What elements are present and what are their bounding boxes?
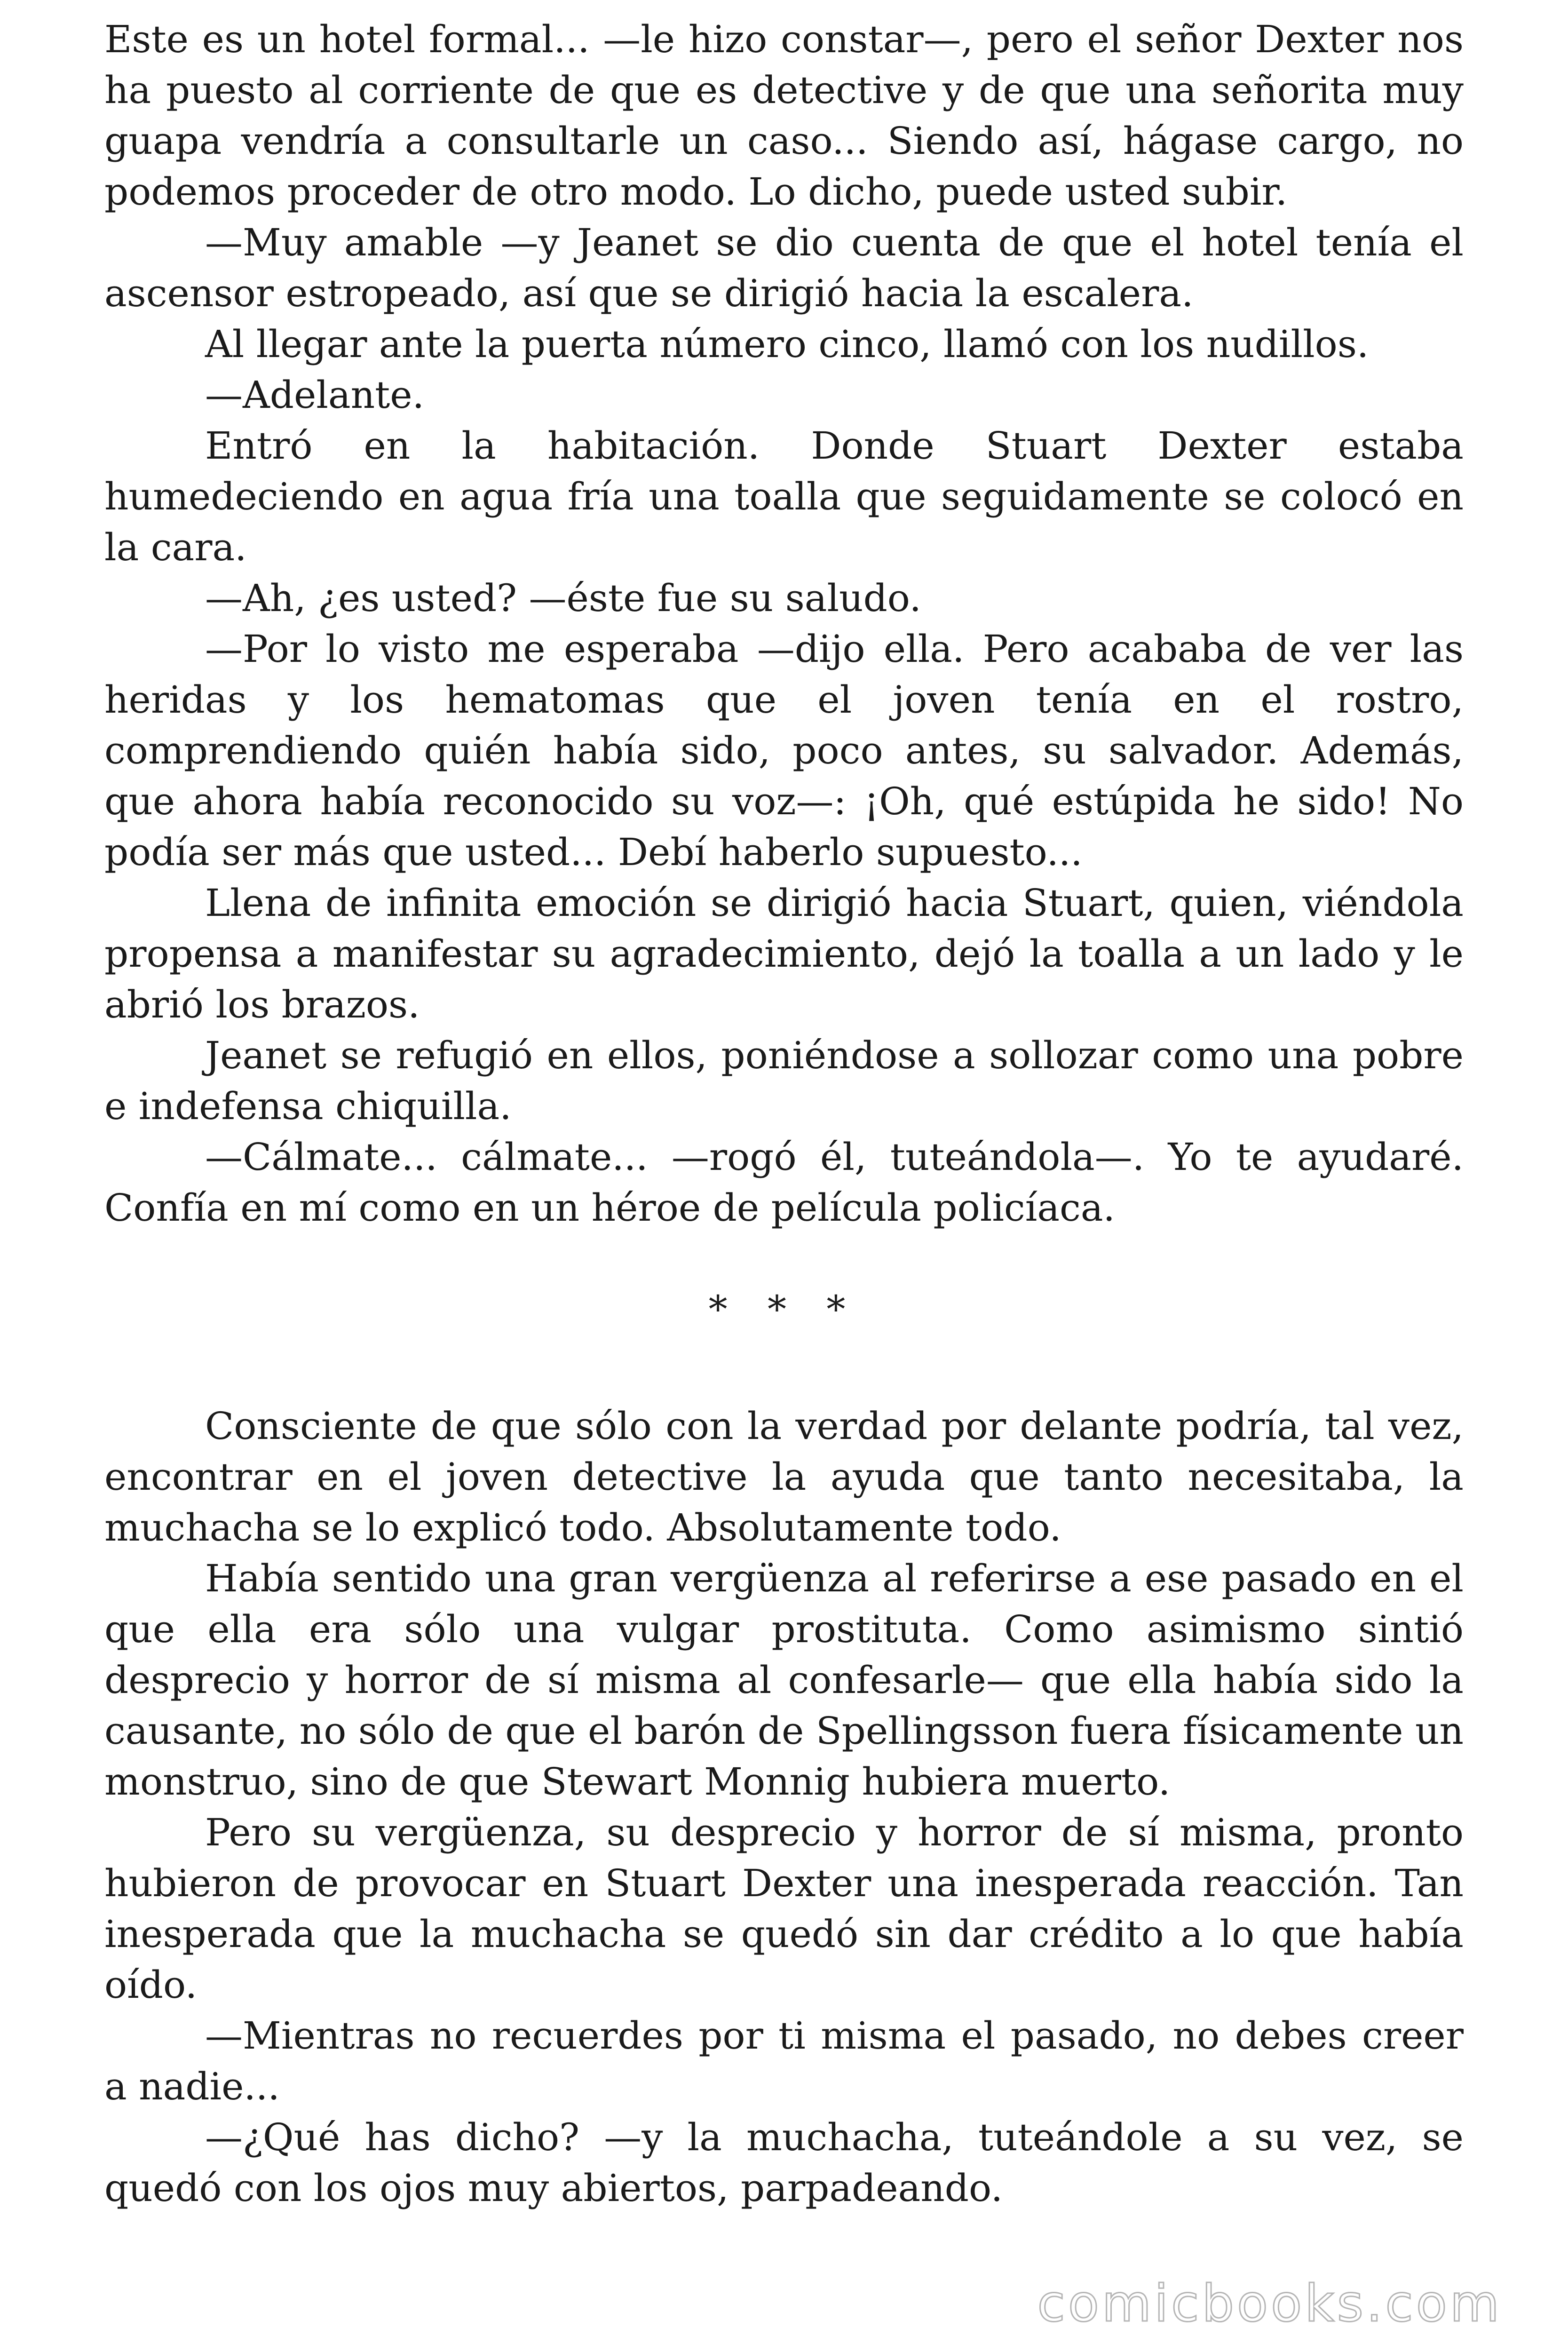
- paragraph: Jeanet se refugió en ellos, poniéndose a sollozar como una pobre e indefensa chiquilla.: [104, 1033, 1464, 1128]
- text-section-1: [104, 14, 1464, 1233]
- paragraph: —Mientras no recuerdes por ti misma el pasado, no debes creer a nadie...: [104, 2014, 1464, 2108]
- paragraph: —Adelante.: [205, 373, 425, 417]
- paragraph: Entró en la habitación. Donde Stuart Dexter estaba humedeciendo en agua fría una toalla que seguidamente se colocó en la cara.: [104, 424, 1464, 569]
- paragraph: —Ah, ¿es usted? —éste fue su saludo.: [205, 576, 921, 620]
- paragraph: Había sentido una gran vergüenza al referirse a ese pasado en el que ella era sólo una vulgar prostituta. Como asimismo sintió desprecio y horror de sí misma al confesarle— que ella había sido la causante, no sólo de que el barón de Spellingsson fuera físicamente un monstruo, sino de que Stewart Monnig hubiera muerto.: [104, 1557, 1464, 1804]
- text-section-2: [104, 1401, 1464, 2214]
- paragraph: Este es un hotel formal... —le hizo constar—, pero el señor Dexter nos ha puesto al corriente de que es detective y de que una señorita muy guapa vendría a consultarle un caso... Siendo así, hágase cargo, no podemos proceder de otro modo. Lo dicho, puede usted subir.: [104, 17, 1464, 214]
- paragraph: —Por lo visto me esperaba —dijo ella. Pero acababa de ver las heridas y los hematomas que el joven tenía en el rostro, comprendiendo quién había sido, poco antes, su salvador. Además, que ahora había reconocido su voz—: ¡Oh, qué estúpida he sido! No podía ser más que usted... Debí haberlo supuesto...: [104, 627, 1464, 874]
- paragraph: Pero su vergüenza, su desprecio y horror de sí misma, pronto hubieron de provocar en Stuart Dexter una inesperada reacción. Tan inesperada que la muchacha se quedó sin dar crédito a lo que había oído.: [104, 1811, 1464, 2007]
- paragraph: Consciente de que sólo con la verdad por delante podría, tal vez, encontrar en el joven detective la ayuda que tanto necesitaba, la muchacha se lo explicó todo. Absolutamente todo.: [104, 1404, 1464, 1549]
- watermark-logo: comicbooks.com: [1037, 2274, 1502, 2333]
- paragraph: —Muy amable —y Jeanet se dio cuenta de que el hotel tenía el ascensor estropeado, así que se dirigió hacia la escalera.: [104, 221, 1464, 315]
- paragraph: Al llegar ante la puerta número cinco, llamó con los nudillos.: [205, 322, 1369, 366]
- book-page: [104, 14, 1464, 2214]
- section-separator: * * *: [708, 1287, 860, 1331]
- paragraph: Llena de infinita emoción se dirigió hacia Stuart, quien, viéndola propensa a manifestar su agradecimiento, dejó la toalla a un lado y le abrió los brazos.: [104, 881, 1464, 1026]
- paragraph: —¿Qué has dicho? —y la muchacha, tuteándole a su vez, se quedó con los ojos muy abiertos, parpadeando.: [104, 2115, 1464, 2210]
- paragraph: —Cálmate... cálmate... —rogó él, tuteándola—. Yo te ayudaré. Confía en mí como en un héroe de película policíaca.: [104, 1135, 1464, 1230]
